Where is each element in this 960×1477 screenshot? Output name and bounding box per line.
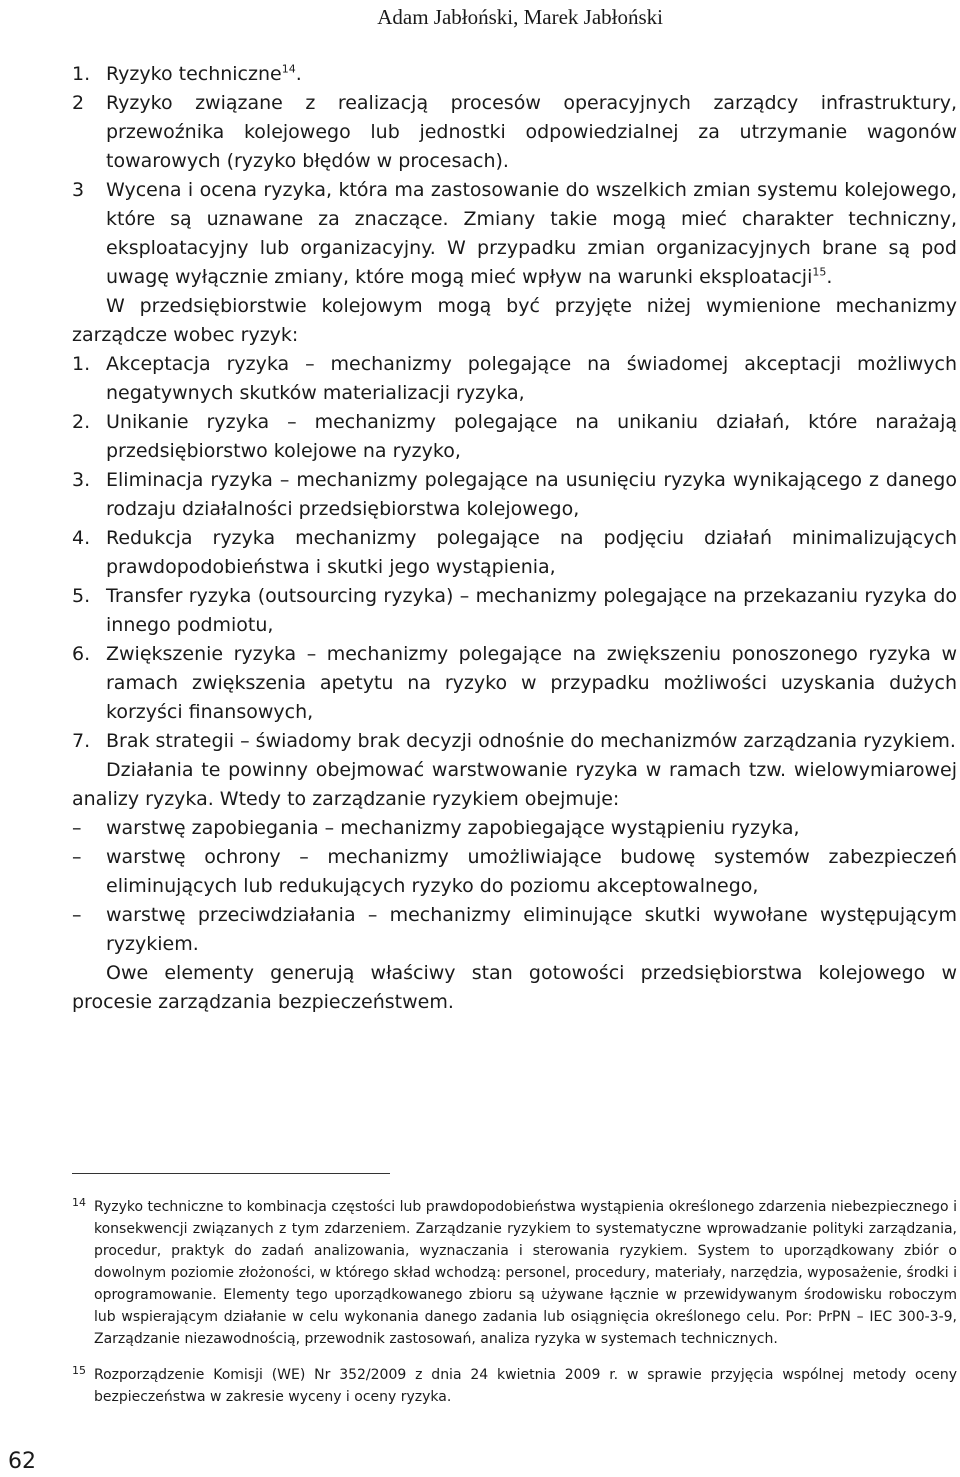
mechanisms-list bbox=[72, 350, 957, 756]
mechanism-number: 4. bbox=[72, 527, 91, 549]
mechanism-text: Transfer ryzyka (outsourcing ryzyka) – mechanizmy polegające na przekazaniu ryzyka do innego podmiotu, bbox=[106, 585, 957, 636]
footnotes bbox=[72, 1196, 957, 1408]
mechanism-number: 2. bbox=[72, 411, 91, 433]
layers-paragraph: Działania te powinny obejmować warstwowanie ryzyka w ramach tzw. wielowymiarowej analizy ryzyka. Wtedy to zarządzanie ryzykiem obejmuje: bbox=[72, 759, 957, 810]
risk-item-text: Ryzyko związane z realizacją procesów operacyjnych zarządcy infrastruktury, przewoźnika kolejowego lub jednostki odpowiedzialnej za utrzymanie wagonów towarowych (ryzyko błędów w procesach). bbox=[106, 92, 957, 172]
running-header: Adam Jabłoński, Marek Jabłoński bbox=[377, 5, 663, 29]
dash-bullet: – bbox=[72, 817, 82, 839]
footnote-14 bbox=[72, 1196, 957, 1350]
mechanism-number: 5. bbox=[72, 585, 91, 607]
layer-text: warstwę przeciwdziałania – mechanizmy eliminujące skutki wywołane występującym ryzykiem. bbox=[106, 904, 957, 955]
mechanism-text: Brak strategii – świadomy brak decyzji odnośnie do mechanizmów zarządzania ryzykiem. bbox=[106, 730, 956, 752]
closing-paragraph: Owe elementy generują właściwy stan gotowości przedsiębiorstwa kolejowego w procesie zarządzania bezpieczeństwem. bbox=[72, 962, 957, 1013]
risk-item-3 bbox=[72, 176, 957, 292]
mechanism-item bbox=[72, 582, 957, 640]
layer-text: warstwę zapobiegania – mechanizmy zapobiegające wystąpieniu ryzyka, bbox=[106, 817, 800, 839]
footnote-ref-14[interactable]: 14 bbox=[281, 62, 296, 76]
mechanism-text: Redukcja ryzyka mechanizmy polegające na podjęciu działań minimalizujących prawdopodobieństwa i skutki jego wystąpienia, bbox=[106, 527, 957, 578]
mechanism-item bbox=[72, 524, 957, 582]
layers-list bbox=[72, 814, 957, 959]
dash-bullet: – bbox=[72, 904, 82, 926]
mechanism-text: Eliminacja ryzyka – mechanizmy polegające na usunięciu ryzyka wynikającego z danego rodzaju działalności przedsiębiorstwa kolejowego, bbox=[106, 469, 957, 520]
risk-item-text: Ryzyko techniczne$^{14}$. bbox=[106, 62, 302, 85]
layer-item bbox=[72, 901, 957, 959]
risk-item-1 bbox=[72, 60, 957, 89]
mechanism-item bbox=[72, 408, 957, 466]
mechanism-number: 3. bbox=[72, 469, 91, 491]
footnote-text: Rozporządzenie Komisji (WE) Nr 352/2009 z dnia 24 kwietnia 2009 r. w sprawie przyjęcia wspólnej metody oceny bezpieczeństwa w zakresie wyceny i oceny ryzyka. bbox=[94, 1367, 957, 1405]
mechanism-number: 1. bbox=[72, 353, 91, 375]
mechanism-item bbox=[72, 727, 957, 756]
mechanism-number: 7. bbox=[72, 730, 91, 752]
risk-item-2 bbox=[72, 89, 957, 176]
risk-item-text: Wycena i ocena ryzyka, która ma zastosowanie do wszelkich zmian systemu kolejowego, które są uznawane za znaczące. Zmiany takie mogą mieć charakter techniczny, eksploatacyjny lub organizacyjny. W przypadku zmian organizacyjnych brane są pod uwagę wyłącznie zmiany, które mogą mieć wpływ na warunki eksploatacji$^{15}$. bbox=[106, 179, 957, 288]
layer-text: warstwę ochrony – mechanizmy umożliwiające budowę systemów zabezpieczeń eliminujących lub redukujących ryzyko do poziomu akceptowalnego, bbox=[106, 846, 957, 897]
risk-item-number: 1. bbox=[72, 63, 91, 85]
layer-item bbox=[72, 814, 957, 843]
risk-item-number: 2 bbox=[72, 92, 85, 114]
mechanism-text: Zwiększenie ryzyka – mechanizmy polegające na zwiększeniu ponoszonego ryzyka w ramach zwiększenia apetytu na ryzyko w przypadku możliwości uzyskania dużych korzyści finansowych, bbox=[106, 643, 957, 723]
mechanism-text: Akceptacja ryzyka – mechanizmy polegające na świadomej akceptacji możliwych negatywnych skutków materializacji ryzyka, bbox=[106, 353, 957, 404]
footnote-divider bbox=[72, 1173, 390, 1174]
mechanisms-intro: W przedsiębiorstwie kolejowym mogą być przyjęte niżej wymienione mechanizmy zarządcze wobec ryzyk: bbox=[72, 295, 957, 346]
footnote-ref-15[interactable]: 15 bbox=[812, 265, 827, 279]
mechanism-item bbox=[72, 350, 957, 408]
footnote-mark: 14 bbox=[72, 1196, 86, 1209]
footnote-15 bbox=[72, 1364, 957, 1408]
risk-item-number: 3 bbox=[72, 179, 85, 201]
mechanism-item bbox=[72, 466, 957, 524]
page-number: 62 bbox=[8, 1449, 36, 1474]
dash-bullet: – bbox=[72, 846, 82, 868]
layer-item bbox=[72, 843, 957, 901]
mechanism-number: 6. bbox=[72, 643, 91, 665]
footnote-mark: 15 bbox=[72, 1364, 86, 1377]
footnote-text: Ryzyko techniczne to kombinacja częstości lub prawdopodobieństwa wystąpienia określonego zdarzenia niebezpiecznego i konsekwencji związanych z tym zdarzeniem. Zarządzanie ryzykiem to systematyczne wprowadzanie polityki zarządzania, procedur, praktyk do zadań analizowania, wyznaczania i sterowania ryzykiem. System to uporządkowany zbiór o dowolnym poziomie złożoności, w którego skład wchodzą: personel, procedury, materiały, narzędzia, wyposażenie, środki i oprogramowanie. Elementy tego uporządkowanego zbioru są używane łącznie w przewidywanym środowisku roboczym lub wspierającym działanie w celu wykonania danego zadania lub osiągnięcia określonego celu. Por: PrPN – IEC 300-3-9, Zarządzanie niezawodnością, przewodnik zastosowań, analiza ryzyka w systemach technicznych. bbox=[94, 1199, 957, 1347]
main-text bbox=[72, 60, 957, 1017]
mechanism-text: Unikanie ryzyka – mechanizmy polegające na unikaniu działań, które narażają przedsiębiorstwo kolejowe na ryzyko, bbox=[106, 411, 957, 462]
mechanism-item bbox=[72, 640, 957, 727]
